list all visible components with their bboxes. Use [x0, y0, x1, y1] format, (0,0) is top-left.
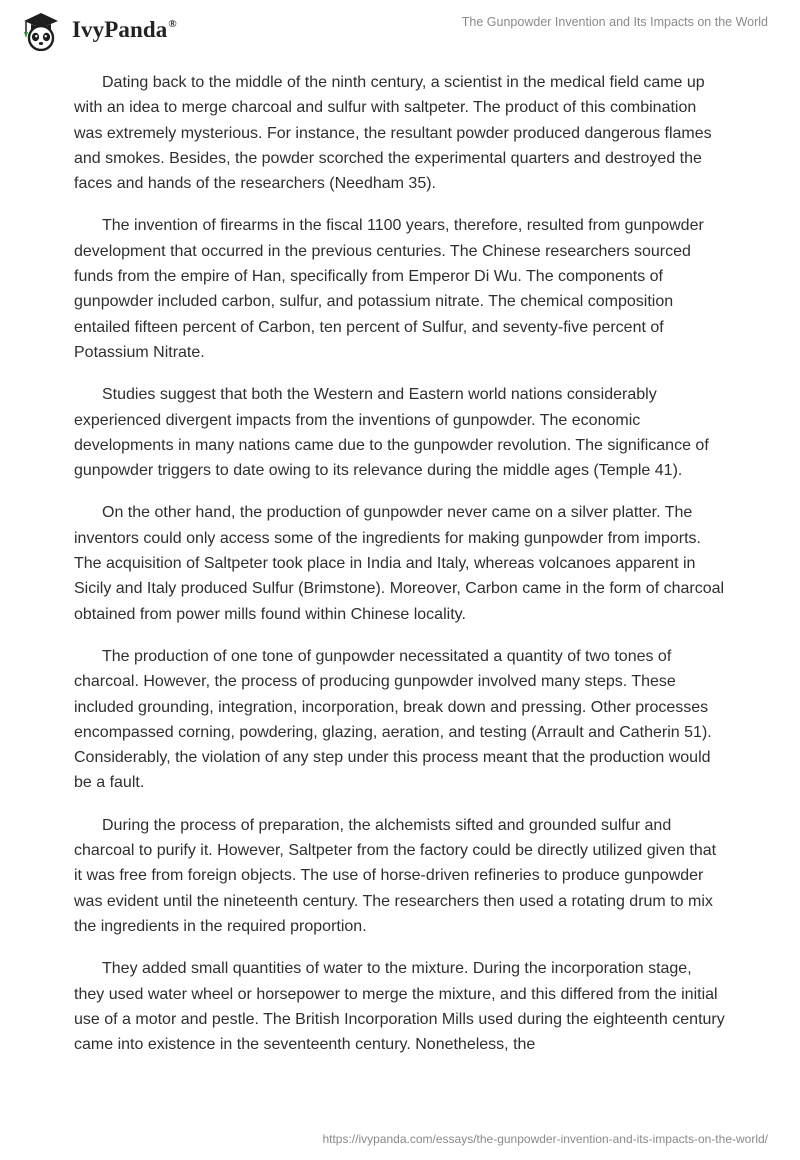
paragraph: Dating back to the middle of the ninth century, a scientist in the medical field came up with an idea to merge charcoal and sulfur with saltpeter. The product of this combination was extremely mysterious. For instance, the resultant powder produced dangerous flames and smokes. Besides, the powder scorched the experimental quarters and destroyed the faces and hands of the researchers (Needham 35). — [74, 74, 712, 193]
paragraph: The production of one tone of gunpowder necessitated a quantity of two tones of charcoal. However, the process of producing gunpowder involved many steps. These included grounding, integration, incorporation, break down and pressing. Other processes encompassed corning, powdering, glazing, aeration, and testing (Arrault and Catherin 51). Considerably, the violation of any step under this process meant that the production would be a fault. — [74, 647, 712, 792]
paragraph: Studies suggest that both the Western and Eastern world nations considerably experienced divergent impacts from the inventions of gunpowder. The economic developments in many nations came due to the gunpowder revolution. The significance of gunpowder triggers to date owing to its relevance during the middle ages (Temple 41). — [74, 386, 709, 480]
essay-body — [74, 70, 726, 1074]
paragraph: On the other hand, the production of gunpowder never came on a silver platter. The inventors could only access some of the ingredients for making gunpowder from imports. The acquisition of Saltpeter took place in India and Italy, whereas volcanoes apparent in Sicily and Italy produced Sulfur (Brimstone). Moreover, Carbon came in the form of charcoal obtained from power mills found within Chinese locality. — [74, 504, 725, 623]
paragraph: They added small quantities of water to the mixture. During the incorporation stage, they used water wheel or horsepower to merge the mixture, and this differed from the initial use of a motor and pestle. The British Incorporation Mills used during the eighteenth century came into existence in the seventeenth century. Nonetheless, the — [74, 960, 725, 1054]
paragraph: During the process of preparation, the alchemists sifted and grounded sulfur and charcoal to purify it. However, Saltpeter from the factory could be directly utilized given that it was free from foreign objects. The use of horse-driven refineries to produce gunpowder was evident until the nineteenth century. The researchers then used a rotating drum to mix the ingredients in the required proportion. — [74, 816, 717, 935]
source-url[interactable]: https://ivypanda.com/essays/the-gunpowder-invention-and-its-impacts-on-the-world/ — [322, 1132, 768, 1146]
brand-name: IvyPanda® — [72, 17, 177, 42]
paragraph: The invention of firearms in the fiscal 1100 years, therefore, resulted from gunpowder development that occurred in the previous centuries. The Chinese researchers sourced funds from the empire of Han, specifically from Emperor Di Wu. The components of gunpowder included carbon, sulfur, and potassium nitrate. The chemical composition entailed fifteen percent of Carbon, ten percent of Sulfur, and seventy-five percent of Potassium Nitrate. — [74, 217, 704, 361]
logo[interactable] — [14, 9, 177, 51]
document-title: The Gunpowder Invention and Its Impacts on the World — [461, 15, 768, 29]
panda-logo-icon — [14, 9, 66, 51]
